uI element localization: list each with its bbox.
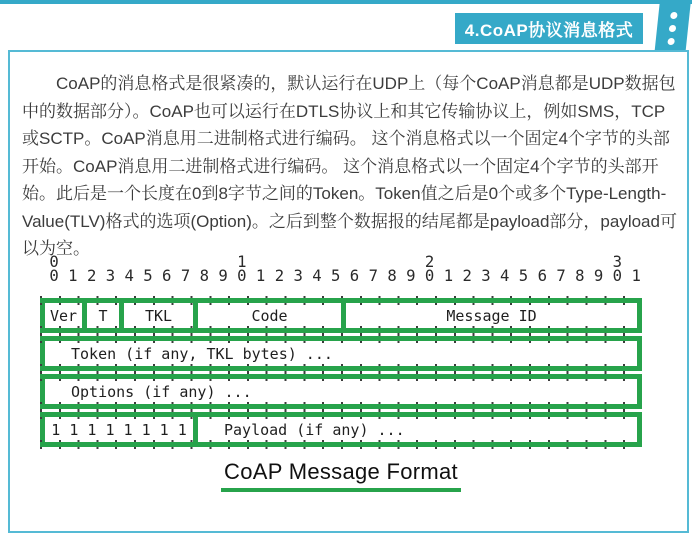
bitfield-cell: TKL (119, 303, 193, 328)
menu-dots-icon[interactable] (654, 4, 690, 53)
content-panel (8, 50, 689, 533)
diagram-caption-wrap (40, 459, 642, 492)
bitfield-cell: Payload (if any) ... (193, 417, 637, 442)
top-accent-line (0, 0, 692, 4)
row-cells (45, 303, 637, 328)
body-paragraph: CoAP的消息格式是很紧凑的，默认运行在UDP上（每个CoAP消息都是UDP数据包中的数据部分）。CoAP也可以运行在DTLS协议上和其它传输协议上，例如SMS，TCP或SCTP。CoAP消息用二进制格式进行编码。 这个消息格式以一个固定4个字节的头部开始。CoAP消息用二进制格式进行编码。 这个消息格式以一个固定4个字节的头部开始。此后是一个长度在0到8字节之间的Token。Token值之后是0个或多个Type-Length-Value(TLV)格式的选项(Option)。之后到整个数据报的结尾都是payload部分，payload可以为空。 (22, 74, 677, 258)
bitfield-row (40, 374, 642, 409)
bit-rows (40, 298, 642, 447)
caption-underline (221, 488, 461, 492)
bitfield-row (40, 298, 642, 333)
dot-icon (667, 38, 675, 45)
diagram-caption: CoAP Message Format (224, 459, 458, 484)
bitfield-cell: 1 1 1 1 1 1 1 1 (51, 420, 187, 439)
dot-icon (669, 25, 677, 32)
bitfield-row (40, 336, 642, 371)
row-cells (45, 341, 637, 366)
bitfield-cell: T (82, 303, 119, 328)
coap-message-format-diagram (40, 255, 642, 492)
bit-ruler-tens: 0 1 2 3 (40, 253, 623, 271)
bit-ruler-ones: 0 1 2 3 4 5 6 7 8 9 0 1 2 3 4 5 6 7 8 9 0 1 2 3 4 5 6 7 8 9 0 1 (40, 267, 641, 285)
row-cells (45, 379, 637, 404)
bitfield-cell: Token (if any, TKL bytes) ... (71, 344, 333, 363)
section-title: 4.CoAP协议消息格式 (464, 21, 634, 40)
row-cells (45, 417, 637, 442)
bitfield-cell: Message ID (341, 303, 637, 328)
bitfield-row (40, 412, 642, 447)
bitfield-cell: Ver (49, 306, 78, 325)
bitfield-cell: Options (if any) ... (71, 382, 252, 401)
dot-icon (670, 12, 678, 19)
bitfield-cell: Code (193, 303, 341, 328)
section-title-badge (455, 13, 643, 44)
